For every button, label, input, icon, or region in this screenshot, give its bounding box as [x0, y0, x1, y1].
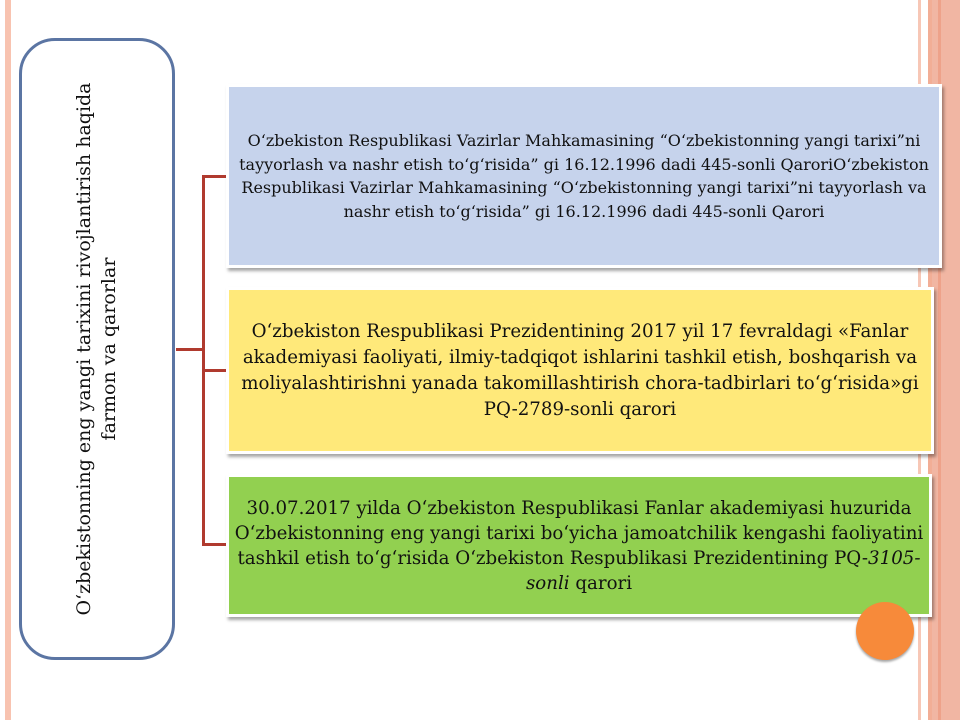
decree-text-main: 30.07.2017 yilda O‘zbekiston Respublikasi Fanlar akademiyasi huzurida O‘zbekistonning eng yangi tarixi bo‘yicha jamoatchilik kengashi faoliyatini tashkil etish to‘g‘risida O‘zbekiston Respublikasi Prezidentining PQ- — [234, 497, 924, 569]
decree-text-italic: 3105-sonli — [525, 547, 921, 594]
connector-trunk — [202, 175, 205, 546]
root-node-label: O‘zbekistonning eng yangi tarixini rivojlantirish haqida farmon va qarorlar — [73, 82, 120, 616]
connector-branch-1 — [202, 175, 228, 178]
decree-text-end: qarori — [569, 572, 633, 594]
decree-node-text — [231, 496, 927, 596]
decree-node-text: O‘zbekiston Respublikasi Vazirlar Mahkamasining “O‘zbekistonning yangi tarixi”ni tayyorlash va nashr etish to‘g‘risida” gi 16.12.1996 dadi 445-sonli QaroriO‘zbekiston Respublikasi Vazirlar Mahkamasining “O‘zbekistonning yangi tarixi”ni tayyorlash va nashr etish to‘g‘risida” gi 16.12.1996 dadi 445-sonli Qarori — [239, 131, 929, 221]
left-decorative-stripe — [5, 0, 11, 720]
connector-branch-3 — [202, 543, 228, 546]
decree-node-pq-2789 — [226, 287, 934, 454]
connector-root — [176, 348, 204, 351]
decree-node-1996 — [226, 84, 942, 268]
connector-branch-2 — [202, 369, 228, 372]
decorative-circle — [856, 602, 914, 660]
decree-node-pq-3105 — [226, 474, 932, 617]
decree-node-text: O‘zbekiston Respublikasi Prezidentining 2017 yil 17 fevraldagi «Fanlar akademiyasi faoliyati, ilmiy-tadqiqot ishlarini tashkil etish, boshqarish va moliyalashtirishni yanada takomillashtirish chora-tadbirlari to‘g‘risida»gi PQ-2789-sonli qarori — [241, 320, 919, 420]
